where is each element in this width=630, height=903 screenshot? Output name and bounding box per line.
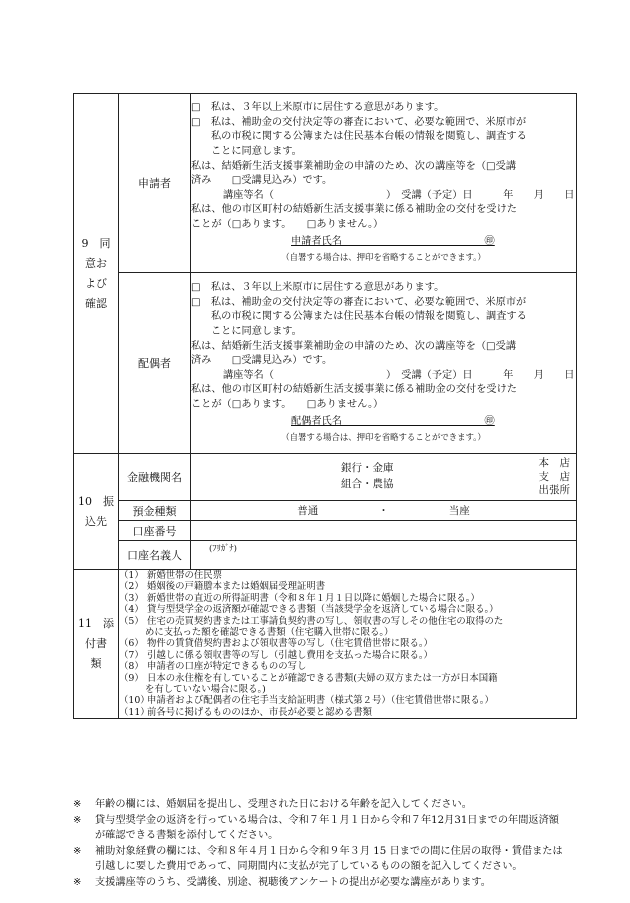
document-item-number: （8） <box>119 661 144 673</box>
spouse-consent-checkbox[interactable]: □ 私は、補助金の交付決定等の審査において、必要な範囲で、米原市が <box>191 296 527 308</box>
document-item <box>119 650 576 661</box>
document-item <box>119 581 576 592</box>
document-item-continuation: を有していない場合に限る。) <box>145 684 266 696</box>
spouse-other-city-options[interactable]: ことが（□あります。 □ありません。） <box>191 398 384 410</box>
footnotes <box>73 797 593 890</box>
section11-label-line: 11 添 <box>78 617 114 631</box>
footnote-text: 補助対象経費の欄には、令和８年４月１日から令和９年３月 15 日までの間に住居の取得・賃借または <box>95 845 563 857</box>
document-item-number: （4） <box>119 604 144 616</box>
document-item-text: 前各号に掲げるもののほか、市長が必要と認める書類 <box>147 706 373 718</box>
branch-type-option[interactable]: 本 店 <box>538 457 570 469</box>
footnote-text: 貸与型奨学金の返済を行っている場合は、令和７年１月１日から令和７年12月31日までの年間返済額 <box>95 814 559 826</box>
document-item-text: 住宅の売買契約書または工事請負契約書の写し、領収書の写しその他住宅の取得のた <box>147 615 504 627</box>
spouse-signature-field[interactable]: 配偶者氏名 ㊞ <box>291 415 495 427</box>
document-item-text: 貸与型奨学金の返済額が確認できる書類（当該奨学金を返済している場合に限る。） <box>147 604 499 616</box>
applicant-other-city-options[interactable]: ことが（□あります。 □ありません。） <box>191 218 384 230</box>
spouse-consent-text: ことに同意します。 <box>211 326 302 338</box>
section9-label-line: よび <box>85 276 107 290</box>
section9-label-line: 意お <box>85 256 107 270</box>
furigana-label: (ﾌﾘｶﾞﾅ) <box>209 544 237 554</box>
document-item-text: 物件の賃貸借契約書および領収書等の写し（住宅賃借世帯に限る。） <box>147 638 433 650</box>
section9-label-line: 9 同 <box>81 236 111 250</box>
spouse-signature-note: （自署する場合は、押印を省略することができます。） <box>281 432 486 443</box>
deposit-type-field <box>191 501 577 521</box>
spouse-label: 配偶者 <box>119 273 191 454</box>
section11-label-line: 類 <box>90 657 102 671</box>
applicant-label: 申請者 <box>119 94 191 273</box>
form-table <box>73 93 577 719</box>
document-item-number: （10） <box>119 695 150 707</box>
footnote-mark: ※ <box>73 799 82 810</box>
document-item-number: （6） <box>119 638 144 650</box>
footnote <box>73 844 593 860</box>
bank-name-field[interactable] <box>191 454 577 501</box>
account-holder-label: 口座名義人 <box>119 541 191 570</box>
document-item-text: 新婚世帯の住民票 <box>147 570 223 581</box>
spouse-residence-checkbox[interactable]: □ 私は、３年以上米原市に居住する意思があります。 <box>191 282 445 294</box>
section9-label-line: 確認 <box>85 296 107 310</box>
attached-documents-list <box>119 570 577 719</box>
document-item-number: （2） <box>119 581 144 593</box>
applicant-consent-text: ことに同意します。 <box>211 146 302 158</box>
footnote-continuation: が確認できる書類を添付してください。 <box>95 830 279 841</box>
bank-type-option[interactable]: 銀行・金庫 <box>341 462 394 474</box>
document-item-text: 引越しに係る領収書等の写し（引越し費用を支払った場合に限る。） <box>147 649 433 661</box>
footnote-mark: ※ <box>73 814 82 826</box>
spouse-course-text: 私は、結婚新生活支援事業補助金の申請のため、次の講座等を（□受講 <box>191 340 517 352</box>
document-item-number: （1） <box>119 570 144 581</box>
deposit-option-current[interactable]: 当座 <box>448 505 470 517</box>
section11-label-line: 付書 <box>85 637 107 651</box>
document-item-text: 日本の永住権を有していることが確認できる書類(夫婦の双方または一方が日本国籍 <box>147 672 498 684</box>
document-item-number: （5） <box>119 615 144 627</box>
section10-label <box>74 454 119 570</box>
section9-label <box>74 94 119 454</box>
deposit-type-label: 預金種類 <box>119 501 191 521</box>
footnote-mark: ※ <box>73 845 82 857</box>
document-item <box>119 570 576 581</box>
applicant-consent-checkbox[interactable]: □ 私は、補助金の交付決定等の審査において、必要な範囲で、米原市が <box>191 116 527 128</box>
bank-type-options <box>341 460 394 492</box>
document-item <box>119 673 576 684</box>
spouse-course-name-field[interactable]: 講座等名（ ） 受講（予定）日 年 月 日 <box>223 369 575 381</box>
footnote <box>73 875 593 891</box>
footnote-mark: ※ <box>73 876 82 888</box>
document-item-text: 申請者の口座が特定できるものの写し <box>147 661 307 673</box>
document-item <box>119 616 576 627</box>
document-item <box>119 593 576 604</box>
applicant-course-status[interactable]: 済み □受講見込み）です。 <box>191 175 333 187</box>
document-item-text: 新婚世帯の直近の所得証明書（令和８年１月１日以降に婚姻した場合に限る。） <box>147 592 480 604</box>
deposit-option-separator: ・ <box>378 505 389 517</box>
bank-name-label: 金融機関名 <box>119 454 191 501</box>
applicant-signature-note: （自署する場合は、押印を省略することができます。） <box>281 252 486 263</box>
section10-label-line: 10 振 <box>78 494 114 508</box>
spouse-other-city-text: 私は、他の市区町村の結婚新生活支援事業に係る補助金の交付を受けた <box>191 384 517 396</box>
document-item-number: （9） <box>119 672 144 684</box>
document-item <box>119 707 576 718</box>
applicant-residence-checkbox[interactable]: □ 私は、３年以上米原市に居住する意思があります。 <box>191 102 445 114</box>
spouse-consent-text: 私の市税に関する公簿または住民基本台帳の情報を閲覧し、調査する <box>211 311 527 323</box>
document-item-continuation: めに支払った額を確認できる書類（住宅購入世帯に限る。） <box>145 627 394 639</box>
deposit-option-ordinary[interactable]: 普通 <box>297 505 319 517</box>
spouse-consent <box>191 273 577 454</box>
account-number-field[interactable] <box>191 521 577 541</box>
document-item-number: （3） <box>119 592 144 604</box>
section11-label <box>74 570 119 719</box>
document-item <box>119 695 576 706</box>
document-item-number: （11） <box>119 706 150 718</box>
footnote <box>73 797 593 813</box>
branch-type-option[interactable]: 支 店 <box>538 470 570 483</box>
document-item <box>119 604 576 615</box>
document-item-text: 婚姻後の戸籍謄本または婚姻届受理証明書 <box>147 581 326 593</box>
section10-label-line: 込先 <box>85 514 107 528</box>
branch-type-options <box>539 457 571 498</box>
document-item <box>119 661 576 672</box>
footnote <box>73 813 593 829</box>
footnote-text: 支援講座等のうち、受講後、別途、視聴後アンケートの提出が必要な講座があります。 <box>95 876 491 888</box>
applicant-other-city-text: 私は、他の市区町村の結婚新生活支援事業に係る補助金の交付を受けた <box>191 204 517 216</box>
account-number-label: 口座番号 <box>119 521 191 541</box>
footnote-continuation: 引越しに要した費用であって、同期間内に支払が完了しているものの額を記入してください。 <box>95 861 523 872</box>
document-item <box>119 638 576 649</box>
branch-type-option[interactable]: 出張所 <box>538 484 570 496</box>
applicant-signature-field[interactable]: 申請者氏名 ㊞ <box>291 235 495 247</box>
applicant-course-name-field[interactable]: 講座等名（ ） 受講（予定）日 年 月 日 <box>223 189 575 201</box>
spouse-course-status[interactable]: 済み □受講見込み）です。 <box>191 355 333 367</box>
document-item-number: （7） <box>119 649 144 661</box>
applicant-consent-text: 私の市税に関する公簿または住民基本台帳の情報を閲覧し、調査する <box>211 131 527 143</box>
footnote-text: 年齢の欄には、婚姻届を提出し、受理された日における年齢を記入してください。 <box>95 799 472 810</box>
bank-type-option[interactable]: 組合・農協 <box>341 478 394 490</box>
account-holder-field[interactable] <box>191 541 577 570</box>
document-item-text: 申請者および配偶者の住宅手当支給証明書（様式第２号）（住宅賃借世帯に限る。） <box>147 695 494 707</box>
applicant-course-text: 私は、結婚新生活支援事業補助金の申請のため、次の講座等を（□受講 <box>191 160 517 172</box>
applicant-consent <box>191 94 577 273</box>
